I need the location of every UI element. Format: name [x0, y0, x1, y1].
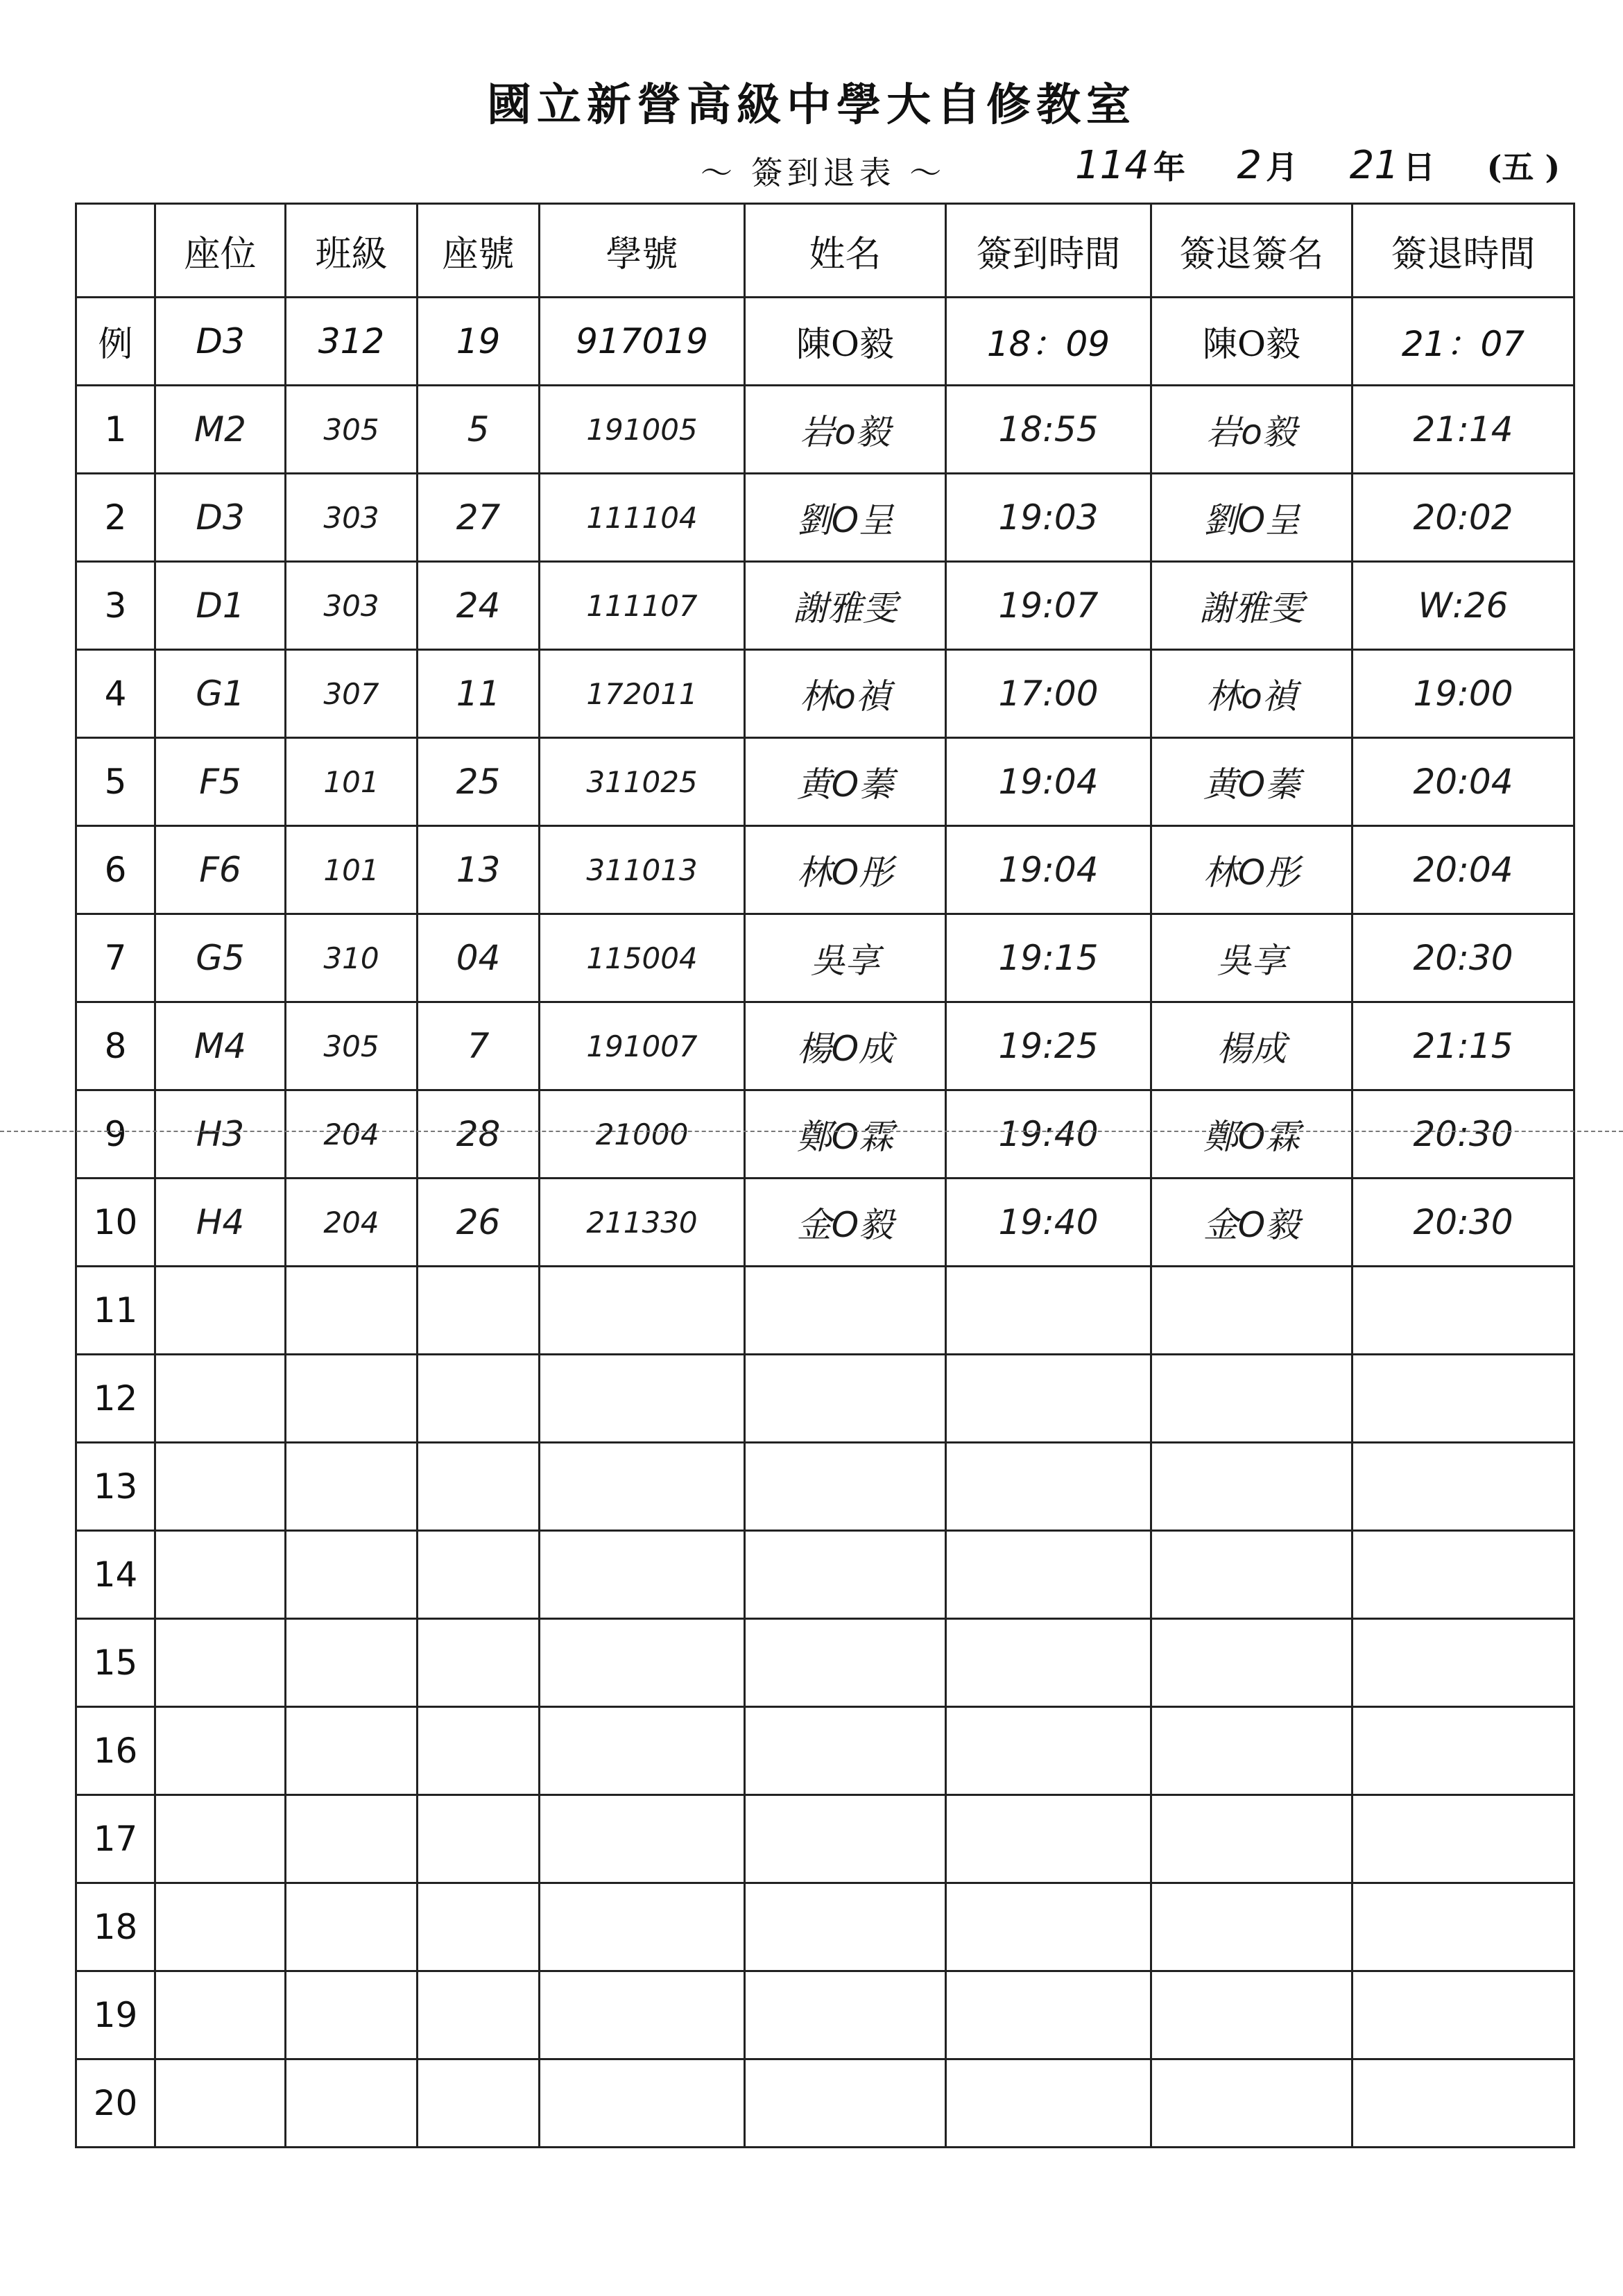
seat-number-cell	[418, 1443, 540, 1531]
sign-in-time-cell: 17:00	[946, 650, 1151, 738]
seat-number-cell: 13	[418, 826, 540, 914]
table-row	[76, 650, 1574, 738]
name-cell: 吳享	[745, 914, 946, 1002]
sign-out-time-cell	[1352, 1443, 1574, 1531]
sign-out-time-cell: W:26	[1352, 562, 1574, 650]
example-number: 19	[418, 298, 540, 386]
sign-in-time-cell	[946, 1355, 1151, 1443]
table-row	[76, 1795, 1574, 1883]
sign-in-time-cell	[946, 1883, 1151, 1971]
name-cell: 岩o毅	[745, 386, 946, 474]
student-id-cell: 172011	[540, 650, 745, 738]
row-number: 7	[76, 914, 155, 1002]
student-id-cell: 311025	[540, 738, 745, 826]
signature-cell	[1151, 1619, 1352, 1707]
student-id-cell	[540, 1267, 745, 1355]
seat-number-cell: 7	[418, 1002, 540, 1090]
table-row	[76, 914, 1574, 1002]
signature-cell: 謝雅雯	[1151, 562, 1352, 650]
student-id-cell: 191007	[540, 1002, 745, 1090]
seat-number-cell	[418, 1531, 540, 1619]
student-id-cell: 191005	[540, 386, 745, 474]
seat-number-cell	[418, 2059, 540, 2148]
sign-out-time-cell: 20:30	[1352, 1179, 1574, 1267]
signature-cell: 林O彤	[1151, 826, 1352, 914]
seat-cell	[155, 1531, 286, 1619]
name-cell: 金O毅	[745, 1179, 946, 1267]
table-row	[76, 826, 1574, 914]
class-cell: 204	[286, 1090, 418, 1179]
student-id-cell	[540, 2059, 745, 2148]
class-cell	[286, 1619, 418, 1707]
class-cell	[286, 1883, 418, 1971]
table-row	[76, 562, 1574, 650]
class-cell: 305	[286, 1002, 418, 1090]
example-student-id: 917019	[540, 298, 745, 386]
sign-out-time-cell: 19:00	[1352, 650, 1574, 738]
row-number: 4	[76, 650, 155, 738]
row-number: 12	[76, 1355, 155, 1443]
sign-in-time-cell: 19:15	[946, 914, 1151, 1002]
seat-cell: H4	[155, 1179, 286, 1267]
date-line	[1075, 142, 1601, 188]
sign-out-time-cell	[1352, 1883, 1574, 1971]
name-cell	[745, 1883, 946, 1971]
col-sign-out-time: 簽退時間	[1352, 204, 1574, 298]
seat-cell	[155, 2059, 286, 2148]
signature-cell	[1151, 1531, 1352, 1619]
student-id-cell	[540, 1355, 745, 1443]
sign-out-time-cell: 21:14	[1352, 386, 1574, 474]
date-year: 114	[1075, 143, 1149, 188]
col-index	[76, 204, 155, 298]
sheet-title: 國立新營高級中學大自修教室	[487, 79, 1136, 131]
class-cell: 305	[286, 386, 418, 474]
row-number: 1	[76, 386, 155, 474]
table-row	[76, 2059, 1574, 2148]
name-cell: 鄭O霖	[745, 1090, 946, 1179]
seat-cell	[155, 1443, 286, 1531]
seat-number-cell	[418, 1619, 540, 1707]
class-cell	[286, 1531, 418, 1619]
name-cell: 林o禎	[745, 650, 946, 738]
signature-cell	[1151, 1443, 1352, 1531]
row-number: 16	[76, 1707, 155, 1795]
sign-in-time-cell	[946, 2059, 1151, 2148]
row-number: 18	[76, 1883, 155, 1971]
row-number: 6	[76, 826, 155, 914]
class-cell	[286, 2059, 418, 2148]
row-number: 5	[76, 738, 155, 826]
sign-in-time-cell: 18:55	[946, 386, 1151, 474]
col-sign-in-time: 簽到時間	[946, 204, 1151, 298]
sign-out-time-cell: 20:30	[1352, 914, 1574, 1002]
col-seat: 座位	[155, 204, 286, 298]
table-row	[76, 738, 1574, 826]
sign-in-time-cell	[946, 1795, 1151, 1883]
student-id-cell: 111107	[540, 562, 745, 650]
student-id-cell	[540, 1883, 745, 1971]
sign-in-time-cell	[946, 1619, 1151, 1707]
example-signature: 陳O毅	[1151, 298, 1352, 386]
signature-cell: 鄭O霖	[1151, 1090, 1352, 1179]
seat-cell	[155, 1795, 286, 1883]
class-cell: 101	[286, 826, 418, 914]
example-name: 陳O毅	[745, 298, 946, 386]
row-number: 9	[76, 1090, 155, 1179]
sign-in-time-cell: 19:04	[946, 738, 1151, 826]
sign-in-time-cell	[946, 1707, 1151, 1795]
date-year-label: 年	[1153, 148, 1185, 186]
class-cell: 303	[286, 474, 418, 562]
signature-cell: 岩o毅	[1151, 386, 1352, 474]
signature-cell	[1151, 1267, 1352, 1355]
signature-cell	[1151, 1883, 1352, 1971]
sign-in-time-cell: 19:40	[946, 1090, 1151, 1179]
name-cell	[745, 1267, 946, 1355]
sign-in-time-cell: 19:07	[946, 562, 1151, 650]
name-cell	[745, 1619, 946, 1707]
col-class: 班級	[286, 204, 418, 298]
class-cell: 303	[286, 562, 418, 650]
table-row	[76, 1531, 1574, 1619]
student-id-cell	[540, 1443, 745, 1531]
seat-cell: H3	[155, 1090, 286, 1179]
class-cell	[286, 1795, 418, 1883]
student-id-cell	[540, 1795, 745, 1883]
seat-cell: M4	[155, 1002, 286, 1090]
sign-out-time-cell: 20:04	[1352, 826, 1574, 914]
signature-cell: 黄O蓁	[1151, 738, 1352, 826]
seat-number-cell: 04	[418, 914, 540, 1002]
table-row	[76, 1971, 1574, 2059]
sign-in-time-cell: 19:03	[946, 474, 1151, 562]
class-cell: 307	[286, 650, 418, 738]
sign-out-time-cell: 20:30	[1352, 1090, 1574, 1179]
signature-cell: 劉O呈	[1151, 474, 1352, 562]
sign-out-time-cell	[1352, 1971, 1574, 2059]
sheet-subtitle: ～ 簽到退表 ～	[701, 154, 946, 191]
seat-number-cell: 27	[418, 474, 540, 562]
row-number: 8	[76, 1002, 155, 1090]
table-row	[76, 1267, 1574, 1355]
name-cell	[745, 1355, 946, 1443]
seat-number-cell: 24	[418, 562, 540, 650]
class-cell: 310	[286, 914, 418, 1002]
date-day: 21	[1349, 143, 1400, 188]
seat-cell	[155, 1971, 286, 2059]
signature-cell	[1151, 1795, 1352, 1883]
student-id-cell: 21000	[540, 1090, 745, 1179]
seat-cell: G5	[155, 914, 286, 1002]
table-row	[76, 1002, 1574, 1090]
signature-cell: 吳享	[1151, 914, 1352, 1002]
table-row	[76, 386, 1574, 474]
class-cell	[286, 1355, 418, 1443]
subtitle-row	[687, 142, 1561, 198]
table-row	[76, 1443, 1574, 1531]
seat-cell	[155, 1707, 286, 1795]
table-row	[76, 1090, 1574, 1179]
name-cell	[745, 1531, 946, 1619]
sign-out-time-cell: 20:02	[1352, 474, 1574, 562]
class-cell: 101	[286, 738, 418, 826]
student-id-cell: 311013	[540, 826, 745, 914]
student-id-cell	[540, 1707, 745, 1795]
col-number: 座號	[418, 204, 540, 298]
seat-cell	[155, 1619, 286, 1707]
class-cell	[286, 1443, 418, 1531]
seat-number-cell	[418, 1267, 540, 1355]
sign-in-time-cell	[946, 1531, 1151, 1619]
signature-cell: 金O毅	[1151, 1179, 1352, 1267]
row-number: 17	[76, 1795, 155, 1883]
name-cell	[745, 2059, 946, 2148]
class-cell	[286, 1707, 418, 1795]
example-seat: D3	[155, 298, 286, 386]
seat-cell: D1	[155, 562, 286, 650]
student-id-cell	[540, 1619, 745, 1707]
sign-out-time-cell	[1352, 1795, 1574, 1883]
sign-in-time-cell	[946, 1971, 1151, 2059]
seat-number-cell: 5	[418, 386, 540, 474]
row-number: 20	[76, 2059, 155, 2148]
table-row	[76, 1707, 1574, 1795]
seat-number-cell: 25	[418, 738, 540, 826]
seat-cell	[155, 1355, 286, 1443]
example-label: 例	[76, 298, 155, 386]
seat-number-cell	[418, 1971, 540, 2059]
signature-cell: 林o禎	[1151, 650, 1352, 738]
example-class: 312	[286, 298, 418, 386]
date-month-label: 月	[1266, 148, 1298, 186]
example-sign-in-time: 18：09	[946, 298, 1151, 386]
signature-cell	[1151, 1355, 1352, 1443]
sign-out-time-cell	[1352, 1531, 1574, 1619]
row-number: 2	[76, 474, 155, 562]
example-row	[76, 298, 1574, 386]
name-cell: 劉O呈	[745, 474, 946, 562]
date-day-label: 日	[1403, 148, 1436, 186]
signature-cell: 楊成	[1151, 1002, 1352, 1090]
seat-cell: G1	[155, 650, 286, 738]
col-sign-out-signature: 簽退簽名	[1151, 204, 1352, 298]
student-id-cell: 115004	[540, 914, 745, 1002]
scan-line	[0, 1131, 1623, 1132]
name-cell: 黄O蓁	[745, 738, 946, 826]
name-cell	[745, 1971, 946, 2059]
student-id-cell: 211330	[540, 1179, 745, 1267]
class-cell	[286, 1267, 418, 1355]
table-row	[76, 1619, 1574, 1707]
table-row	[76, 1883, 1574, 1971]
row-number: 15	[76, 1619, 155, 1707]
signature-cell	[1151, 1707, 1352, 1795]
col-name: 姓名	[745, 204, 946, 298]
row-number: 11	[76, 1267, 155, 1355]
sign-out-time-cell: 21:15	[1352, 1002, 1574, 1090]
sign-out-time-cell	[1352, 1267, 1574, 1355]
seat-cell: M2	[155, 386, 286, 474]
row-number: 14	[76, 1531, 155, 1619]
date-month: 2	[1237, 143, 1262, 188]
sign-in-time-cell: 19:25	[946, 1002, 1151, 1090]
student-id-cell	[540, 1531, 745, 1619]
row-number: 10	[76, 1179, 155, 1267]
sign-out-time-cell	[1352, 1619, 1574, 1707]
col-student-id: 學號	[540, 204, 745, 298]
student-id-cell: 111104	[540, 474, 745, 562]
seat-cell	[155, 1883, 286, 1971]
name-cell	[745, 1795, 946, 1883]
seat-cell: D3	[155, 474, 286, 562]
table-row	[76, 1179, 1574, 1267]
seat-number-cell: 28	[418, 1090, 540, 1179]
seat-number-cell: 11	[418, 650, 540, 738]
sign-in-time-cell: 19:40	[946, 1179, 1151, 1267]
class-cell	[286, 1971, 418, 2059]
sign-in-time-cell	[946, 1443, 1151, 1531]
name-cell: 林O彤	[745, 826, 946, 914]
date-weekday: (五 )	[1486, 148, 1561, 186]
sign-out-time-cell	[1352, 2059, 1574, 2148]
name-cell: 楊O成	[745, 1002, 946, 1090]
example-sign-out-time: 21：07	[1352, 298, 1574, 386]
sign-in-time-cell: 19:04	[946, 826, 1151, 914]
student-id-cell	[540, 1971, 745, 2059]
seat-cell	[155, 1267, 286, 1355]
table-row	[76, 1355, 1574, 1443]
sign-in-table	[75, 203, 1575, 2148]
sign-out-time-cell	[1352, 1355, 1574, 1443]
header-row	[76, 204, 1574, 298]
row-number: 13	[76, 1443, 155, 1531]
name-cell	[745, 1443, 946, 1531]
sign-in-time-cell	[946, 1267, 1151, 1355]
seat-number-cell	[418, 1355, 540, 1443]
seat-number-cell	[418, 1883, 540, 1971]
seat-number-cell: 26	[418, 1179, 540, 1267]
sign-out-time-cell	[1352, 1707, 1574, 1795]
seat-cell: F6	[155, 826, 286, 914]
signature-cell	[1151, 2059, 1352, 2148]
name-cell: 謝雅雯	[745, 562, 946, 650]
class-cell: 204	[286, 1179, 418, 1267]
name-cell	[745, 1707, 946, 1795]
seat-cell: F5	[155, 738, 286, 826]
sign-out-time-cell: 20:04	[1352, 738, 1574, 826]
row-number: 19	[76, 1971, 155, 2059]
seat-number-cell	[418, 1707, 540, 1795]
table-row	[76, 474, 1574, 562]
seat-number-cell	[418, 1795, 540, 1883]
row-number: 3	[76, 562, 155, 650]
signature-cell	[1151, 1971, 1352, 2059]
